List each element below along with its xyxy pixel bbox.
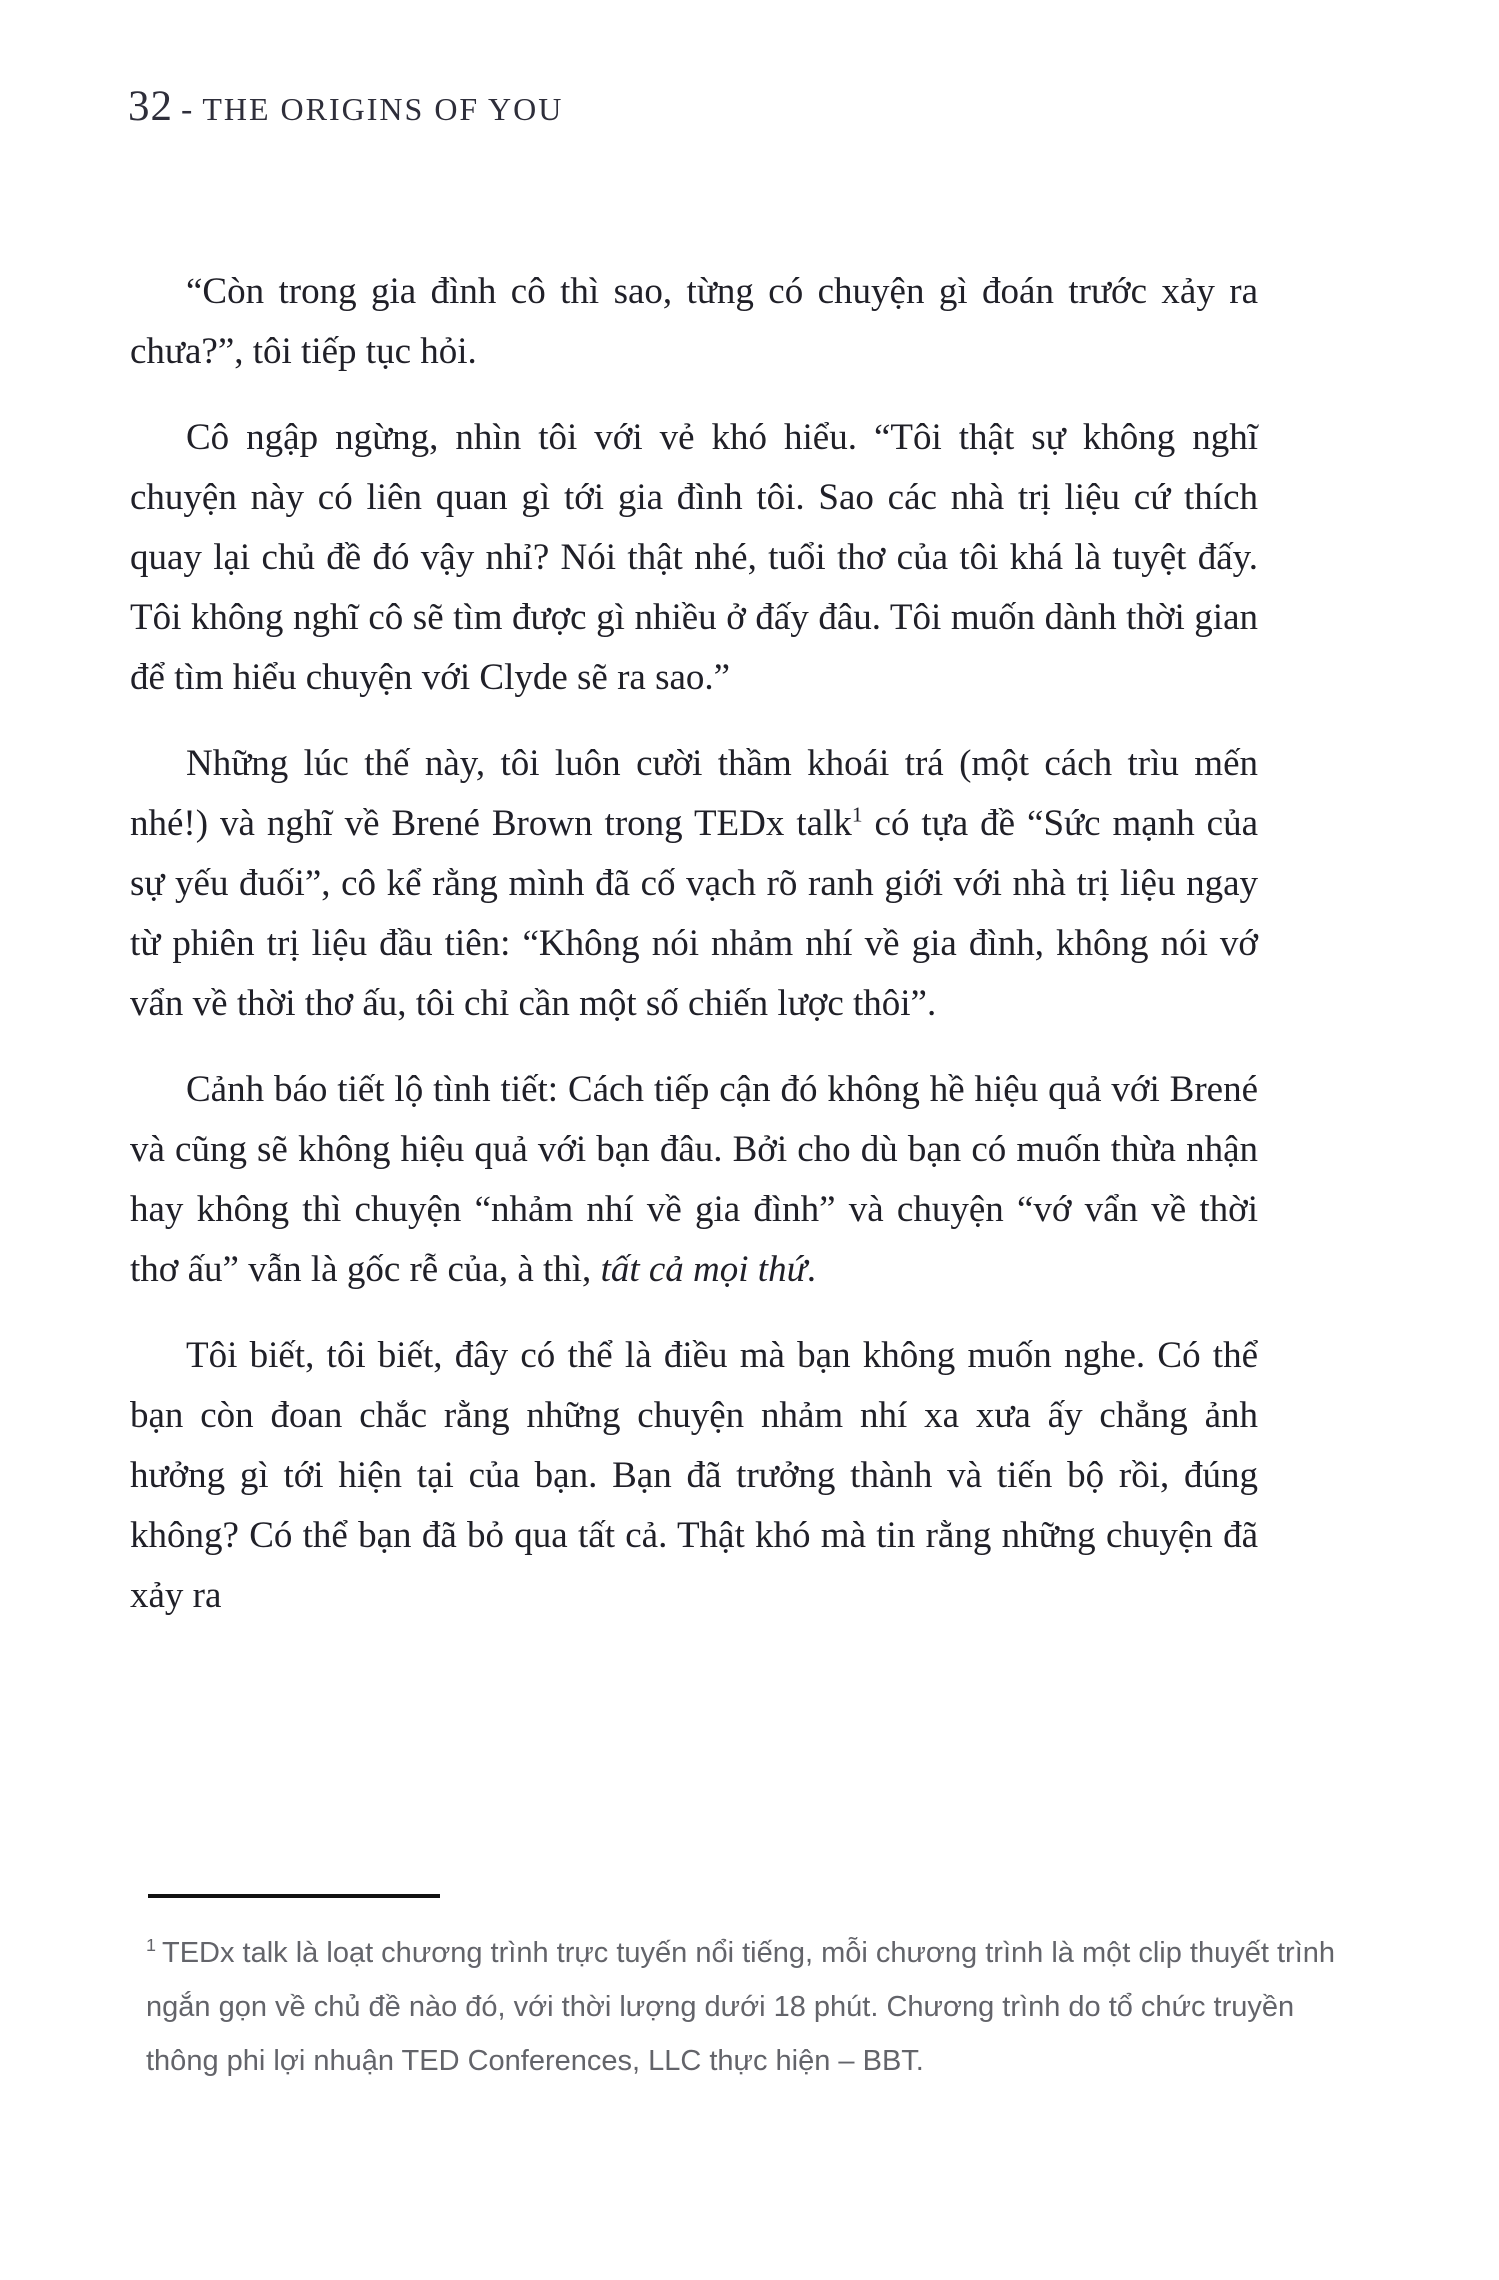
footnote-body: TEDx talk là loạt chương trình trực tuyến nổi tiếng, mỗi chương trình là một clip thuyết trình ngắn gọn về chủ đề nào đó, với thời lượng dưới 18 phút. Chương trình do tổ chức truyền thông phi lợi nhuận TED Conferences, LLC thực hiện – BBT.: [146, 1937, 1336, 2077]
paragraph: “Còn trong gia đình cô thì sao, từng có chuyện gì đoán trước xảy ra chưa?”, tôi tiếp tục hỏi.: [130, 271, 1258, 372]
footnote-reference: 1: [851, 802, 863, 827]
paragraph: Cảnh báo tiết lộ tình tiết: Cách tiếp cận đó không hề hiệu quả với Brené và cũng sẽ không hiệu quả với bạn đâu. Bởi cho dù bạn có muốn thừa nhận hay không thì chuyện “nhảm nhí về gia đình” và chuyện “vớ vẩn về thời thơ ấu” vẫn là gốc rễ của, à thì, tất cả mọi thứ.: [130, 1069, 1258, 1290]
page-number: 32: [128, 83, 173, 130]
paragraph: Cô ngập ngừng, nhìn tôi với vẻ khó hiểu. “Tôi thật sự không nghĩ chuyện này có liên quan gì tới gia đình tôi. Sao các nhà trị liệu cứ thích quay lại chủ đề đó vậy nhỉ? Nói thật nhé, tuổi thơ của tôi khá là tuyệt đấy. Tôi không nghĩ cô sẽ tìm được gì nhiều ở đấy đâu. Tôi muốn dành thời gian để tìm hiểu chuyện với Clyde sẽ ra sao.”: [130, 417, 1258, 698]
book-title: THE ORIGINS OF YOU: [202, 91, 564, 127]
page-header: [128, 82, 563, 131]
footnote-section: [146, 1894, 1361, 2088]
body-text: [130, 262, 1258, 1652]
footnote-divider: [148, 1894, 440, 1898]
footnote-text: [146, 1926, 1361, 2088]
paragraph: Tôi biết, tôi biết, đây có thể là điều mà bạn không muốn nghe. Có thể bạn còn đoan chắc rằng những chuyện nhảm nhí xa xưa ấy chẳng ảnh hưởng gì tới hiện tại của bạn. Bạn đã trưởng thành và tiến bộ rồi, đúng không? Có thể bạn đã bỏ qua tất cả. Thật khó mà tin rằng những chuyện đã xảy ra: [130, 1335, 1258, 1616]
footnote-marker: 1: [146, 1935, 156, 1956]
paragraph: Những lúc thế này, tôi luôn cười thầm khoái trá (một cách trìu mến nhé!) và nghĩ về Brené Brown trong TEDx talk$^1$ có tựa đề “Sức mạnh của sự yếu đuối”, cô kể rằng mình đã cố vạch rõ ranh giới với nhà trị liệu ngay từ phiên trị liệu đầu tiên: “Không nói nhảm nhí về gia đình, không nói vớ vẩn về thời thơ ấu, tôi chỉ cần một số chiến lược thôi”.: [130, 743, 1259, 1024]
header-separator: -: [181, 91, 193, 128]
